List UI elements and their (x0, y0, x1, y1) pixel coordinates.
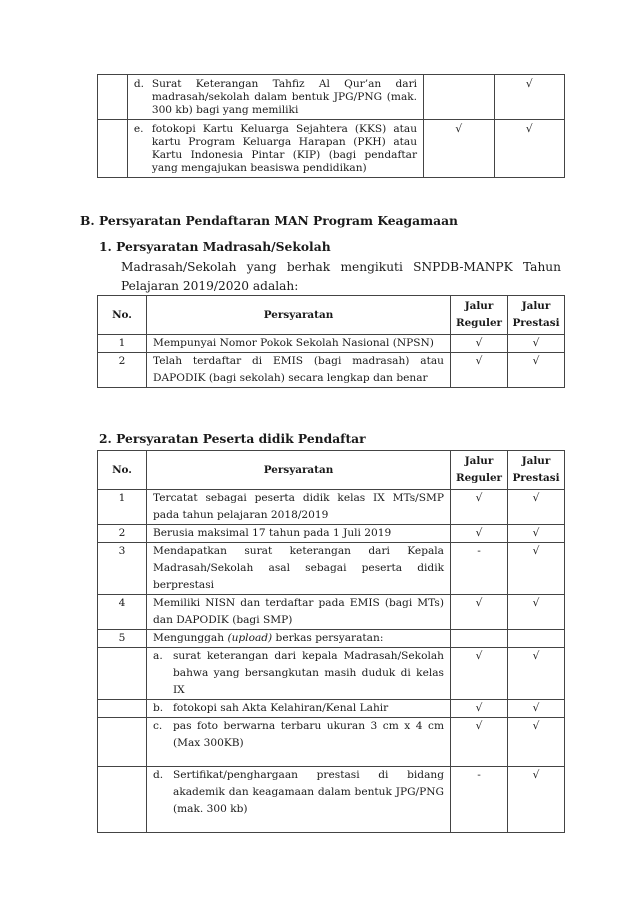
row-requirement: Mendapatkan surat keterangan dari Kepala Madrasah/Sekolah asal sebagai peserta didik berprestasi (147, 543, 451, 595)
reguler-cell: √ (451, 595, 508, 630)
item-letter: e. (133, 123, 144, 135)
prestasi-cell: √ (494, 120, 565, 178)
item-letter: a. (153, 650, 163, 662)
madrasah-requirements-table (97, 295, 565, 388)
item-text: surat keterangan dari kepala Madrasah/Sekolah bahwa yang bersangkutan masih duduk di kelas IX (173, 650, 444, 696)
table-row (98, 767, 565, 833)
table-row (98, 490, 565, 525)
table-row (98, 543, 565, 595)
table-row (98, 595, 565, 630)
table-header-row (98, 296, 565, 335)
table-row (98, 353, 565, 388)
row-requirement: Tercatat sebagai peserta didik kelas IX MTs/SMP pada tahun pelajaran 2018/2019 (147, 490, 451, 525)
prestasi-cell: √ (508, 543, 565, 595)
row-number: 3 (98, 543, 147, 595)
row-number: 4 (98, 595, 147, 630)
table-header-row (98, 451, 565, 490)
table-row (98, 700, 565, 718)
row-requirement: Memiliki NISN dan terdaftar pada EMIS (bagi MTs) dan DAPODIK (bagi SMP) (147, 595, 451, 630)
reguler-cell: √ (451, 525, 508, 543)
item-text: fotokopi sah Akta Kelahiran/Kenal Lahir (173, 702, 389, 714)
continuation-table (97, 74, 565, 178)
reguler-cell: √ (451, 490, 508, 525)
prestasi-cell (508, 630, 565, 648)
reguler-cell (424, 75, 494, 120)
sub2-heading: 2. Persyaratan Peserta didik Pendaftar (99, 431, 366, 446)
table-row (98, 525, 565, 543)
prestasi-cell: √ (508, 490, 565, 525)
reguler-cell: √ (451, 335, 508, 353)
table-row (98, 648, 565, 700)
reguler-cell: - (451, 767, 508, 833)
row-number: 2 (98, 353, 147, 388)
item-text: pas foto berwarna terbaru ukuran 3 cm x 4 cm (Max 300KB) (173, 720, 444, 749)
item-letter: c. (153, 720, 163, 732)
prestasi-cell: √ (508, 700, 565, 718)
prestasi-cell: √ (508, 335, 565, 353)
reguler-cell: - (451, 543, 508, 595)
prestasi-cell: √ (508, 353, 565, 388)
row-number: 5 (98, 630, 147, 648)
header-jalur-prestasi: Jalur Prestasi (508, 451, 565, 490)
prestasi-cell: √ (508, 595, 565, 630)
prestasi-cell: √ (508, 525, 565, 543)
prestasi-cell: √ (508, 767, 565, 833)
header-no: No. (98, 451, 147, 490)
table-row (98, 630, 565, 648)
row-requirement: Telah terdaftar di EMIS (bagi madrasah) atau DAPODIK (bagi sekolah) secara lengkap dan benar (147, 353, 451, 388)
upload-term: (upload) (227, 632, 273, 644)
item-letter: d. (153, 769, 164, 781)
table-row (98, 718, 565, 767)
item-text: fotokopi Kartu Keluarga Sejahtera (KKS) atau kartu Program Keluarga Harapan (PKH) atau Kartu Indonesia Pintar (KIP) (bagi pendaftar yang mengajukan beasiswa pendidikan) (151, 123, 418, 174)
reguler-cell: √ (451, 718, 508, 767)
row-requirement: Berusia maksimal 17 tahun pada 1 Juli 2019 (147, 525, 451, 543)
header-jalur-reguler: Jalur Reguler (451, 296, 508, 335)
table-row (98, 335, 565, 353)
reguler-cell: √ (424, 120, 494, 178)
sub1-heading: 1. Persyaratan Madrasah/Sekolah (99, 239, 331, 254)
row-requirement: Mengunggah (upload) berkas persyaratan: (147, 630, 451, 648)
header-persyaratan: Persyaratan (147, 451, 451, 490)
header-persyaratan: Persyaratan (147, 296, 451, 335)
section-b-heading: B. Persyaratan Pendaftaran MAN Program Keagamaan (80, 213, 458, 228)
item-letter: b. (153, 702, 164, 714)
prestasi-cell: √ (508, 718, 565, 767)
prestasi-cell: √ (508, 648, 565, 700)
reguler-cell: √ (451, 700, 508, 718)
table-row (98, 120, 565, 178)
row-number: 1 (98, 490, 147, 525)
row-number: 2 (98, 525, 147, 543)
reguler-cell: √ (451, 648, 508, 700)
item-text: Sertifikat/penghargaan prestasi di bidang akademik dan keagamaan dalam bentuk JPG/PNG (mak. 300 kb) (173, 769, 444, 815)
table-row (98, 75, 565, 120)
row-requirement: Mempunyai Nomor Pokok Sekolah Nasional (NPSN) (147, 335, 451, 353)
item-letter: d. (133, 78, 144, 90)
student-requirements-table (97, 450, 565, 833)
header-jalur-prestasi: Jalur Prestasi (508, 296, 565, 335)
reguler-cell: √ (451, 353, 508, 388)
sub1-intro: Madrasah/Sekolah yang berhak mengikuti SNPDB-MANPK Tahun Pelajaran 2019/2020 adalah: (121, 260, 561, 293)
prestasi-cell: √ (494, 75, 565, 120)
reguler-cell (451, 630, 508, 648)
header-jalur-reguler: Jalur Reguler (451, 451, 508, 490)
row-number: 1 (98, 335, 147, 353)
header-no: No. (98, 296, 147, 335)
item-text: Surat Keterangan Tahfiz Al Qur’an dari madrasah/sekolah dalam bentuk JPG/PNG (mak. 300 kb) bagi yang memiliki (151, 78, 418, 116)
